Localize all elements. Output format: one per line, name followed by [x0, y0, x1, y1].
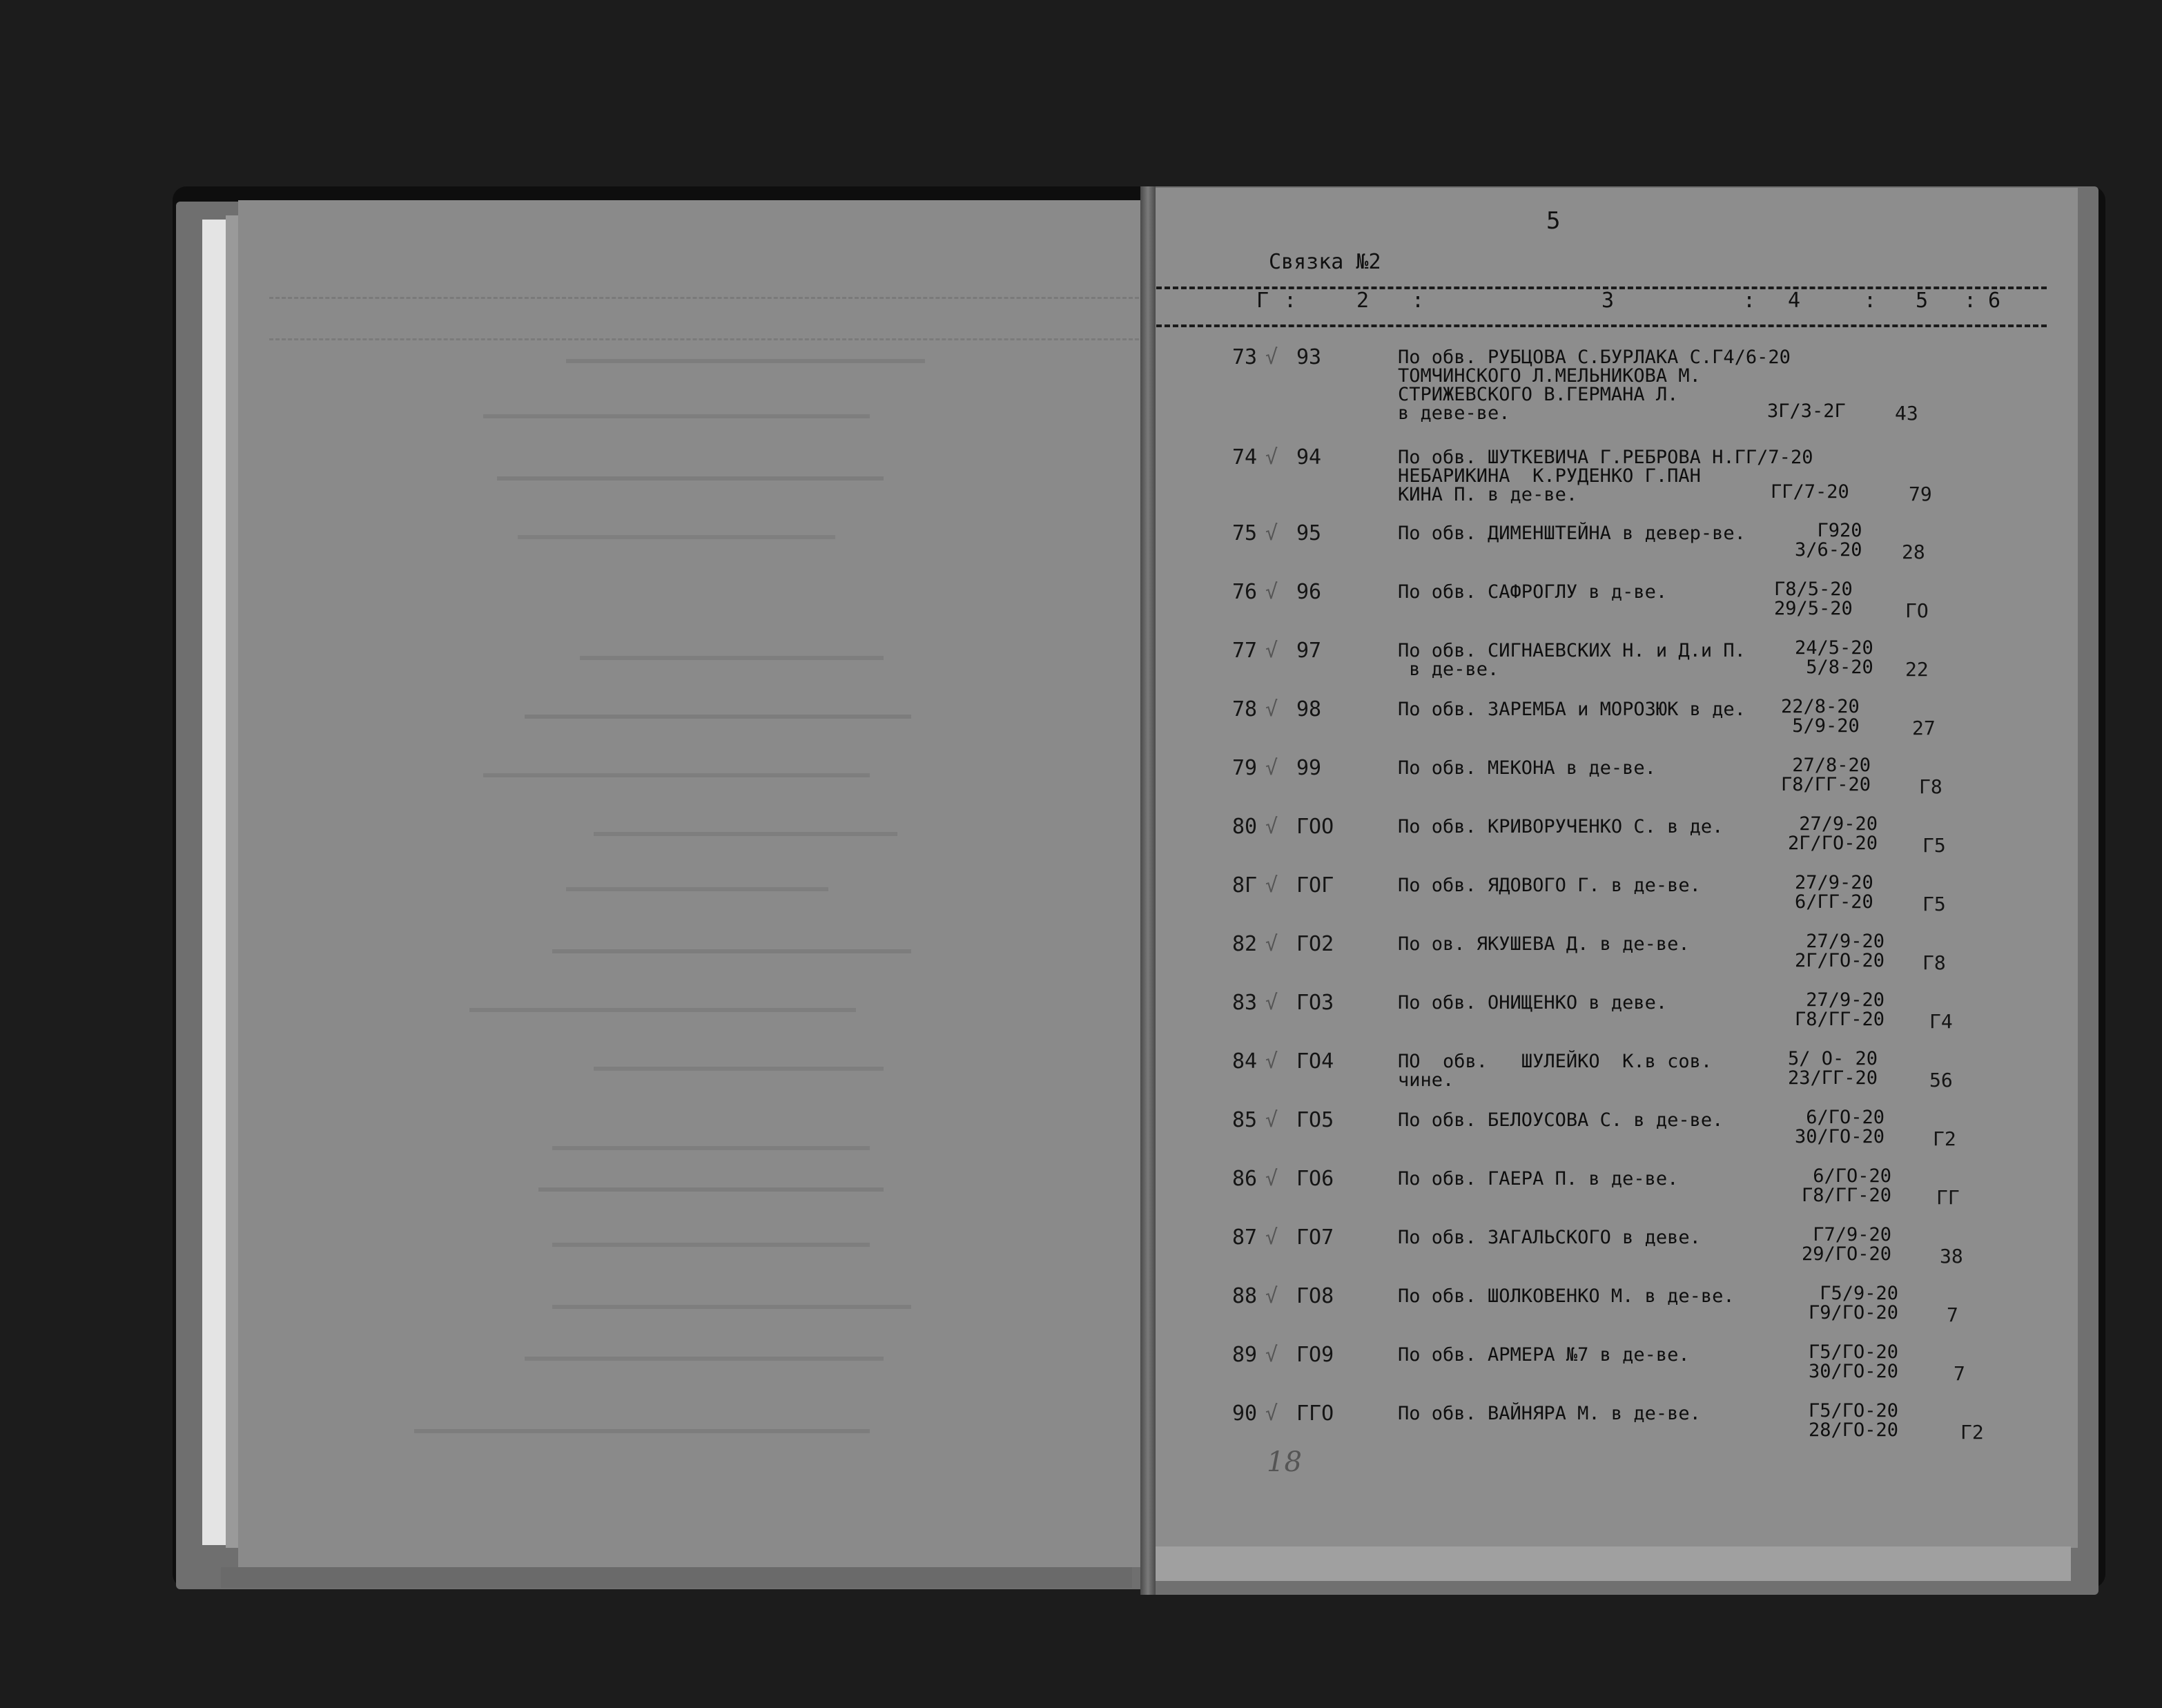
sheet-count: Г5: [1922, 834, 1946, 857]
page-title: Связка №2: [1269, 250, 1381, 274]
case-id: ГОО: [1296, 815, 1334, 839]
pencil-note: 18: [1267, 1446, 1302, 1478]
col-header-4: 4: [1788, 289, 1801, 313]
row-number: 8Г: [1232, 873, 1258, 897]
sheet-count: 43: [1895, 402, 1918, 425]
case-description: По обв. ШОЛКОВЕНКО М. в де-ве.: [1398, 1285, 1735, 1307]
check-mark: √: [1265, 1108, 1278, 1132]
case-id: ГО5: [1296, 1108, 1334, 1132]
sheet-count: Г2: [1960, 1421, 1984, 1444]
case-description: По обв. БЕЛОУСОВА С. в де-ве.: [1398, 1109, 1724, 1131]
sheet-count: Г4: [1929, 1010, 1953, 1033]
sheet-count: ГГ: [1936, 1186, 1960, 1209]
check-mark: √: [1265, 639, 1278, 663]
row-number: 79: [1232, 756, 1258, 780]
sheet-count: 22: [1905, 658, 1929, 681]
case-dates: 22/8-20 5/9-20: [1781, 696, 1860, 737]
case-id: ГО7: [1296, 1225, 1334, 1250]
sheet-count: 79: [1909, 483, 1932, 505]
case-description: По ов. ЯКУШЕВА Д. в де-ве.: [1398, 933, 1690, 955]
case-dates: Г5/ГО-20 28/ГО-20: [1809, 1400, 1899, 1441]
col-sep: :: [1743, 289, 1756, 313]
check-mark: √: [1265, 521, 1278, 545]
case-dates: 6/ГО-20 Г8/ГГ-20: [1802, 1165, 1892, 1206]
row-number: 85: [1232, 1108, 1258, 1132]
col-sep: :: [1412, 289, 1425, 313]
right-bottom-edge: [1146, 1546, 2071, 1581]
case-id: 94: [1296, 445, 1322, 469]
case-id: ГО3: [1296, 991, 1334, 1015]
row-number: 83: [1232, 991, 1258, 1015]
check-mark: √: [1265, 445, 1278, 469]
case-id: ГГО: [1296, 1401, 1334, 1426]
case-description: По обв. ОНИЩЕНКО в деве.: [1398, 992, 1668, 1013]
row-number: 86: [1232, 1167, 1258, 1191]
row-number: 80: [1232, 815, 1258, 839]
case-description: По обв. ДИМЕНШТЕЙНА в девер-ве.: [1398, 523, 1746, 544]
case-dates: 24/5-20 5/8-20: [1795, 637, 1873, 678]
sheet-count: Г5: [1922, 893, 1946, 915]
check-mark: √: [1265, 991, 1278, 1015]
row-number: 90: [1232, 1401, 1258, 1426]
row-number: 77: [1232, 639, 1258, 663]
sheet-count: 28: [1902, 541, 1925, 563]
case-id: ГО8: [1296, 1284, 1334, 1308]
check-mark: √: [1265, 697, 1278, 721]
page-edges-grey: [226, 215, 238, 1548]
col-header-2: 2: [1356, 289, 1370, 313]
case-description: По обв. ЯДОВОГО Г. в де-ве.: [1398, 875, 1701, 896]
case-id: 95: [1296, 521, 1322, 545]
col-header-3: 3: [1601, 289, 1615, 313]
sheet-count: Г8: [1922, 951, 1946, 974]
left-page: [238, 200, 1149, 1567]
case-dates: 27/9-20 2Г/ГО-20: [1788, 813, 1878, 854]
case-description: По обв. ЗАГАЛЬСКОГО в деве.: [1398, 1227, 1701, 1248]
check-mark: √: [1265, 580, 1278, 604]
case-dates: Г5/9-20 Г9/ГО-20: [1809, 1283, 1899, 1323]
case-id: 99: [1296, 756, 1322, 780]
case-description: ПО обв. ШУЛЕЙКО К.в сов. чине.: [1398, 1051, 1713, 1091]
sheet-count: Г8: [1919, 775, 1942, 798]
check-mark: √: [1265, 873, 1278, 897]
check-mark: √: [1265, 756, 1278, 780]
case-description: По обв. ШУТКЕВИЧА Г.РЕБРОВА Н.ГГ/7-20 НЕБАРИКИНА К.РУДЕНКО Г.ПАН КИНА П. в де-ве.: [1398, 447, 1813, 505]
check-mark: √: [1265, 345, 1278, 369]
case-id: ГО6: [1296, 1167, 1334, 1191]
case-description: По обв. СИГНАЕВСКИХ Н. и Д.и П. в де-ве.: [1398, 640, 1746, 680]
col-header-6: 6: [1988, 289, 2001, 313]
sheet-count: 7: [1954, 1362, 1965, 1385]
case-dates: Г920 3/6-20: [1795, 520, 1862, 561]
row-number: 78: [1232, 697, 1258, 721]
left-bottom-edge: [221, 1567, 1132, 1588]
case-id: 96: [1296, 580, 1322, 604]
case-dates: 3Г/3-2Г: [1767, 400, 1846, 422]
sheet-count: 27: [1912, 717, 1936, 739]
check-mark: √: [1265, 1049, 1278, 1074]
page-edges-white: [202, 220, 226, 1545]
sheet-count: Г2: [1933, 1127, 1956, 1150]
case-dates: 27/9-20 Г8/ГГ-20: [1795, 989, 1885, 1030]
case-id: ГО4: [1296, 1049, 1334, 1074]
case-description: По обв. САФРОГЛУ в д-ве.: [1398, 581, 1668, 603]
row-number: 73: [1232, 345, 1258, 369]
check-mark: √: [1265, 1284, 1278, 1308]
case-description: По обв. РУБЦОВА С.БУРЛАКА С.Г4/6-20 ТОМЧИНСКОГО Л.МЕЛЬНИКОВА М. СТРИЖЕВСКОГО В.ГЕРМАНА Л. в деве-ве.: [1398, 347, 1791, 424]
case-id: 93: [1296, 345, 1322, 369]
col-header-1: Г: [1256, 289, 1269, 313]
case-description: По обв. ЗАРЕМБА и МОРОЗЮК в де.: [1398, 699, 1746, 720]
row-number: 88: [1232, 1284, 1258, 1308]
case-description: По обв. АРМЕРА №7 в де-ве.: [1398, 1344, 1690, 1366]
check-mark: √: [1265, 1401, 1278, 1426]
case-id: 98: [1296, 697, 1322, 721]
case-description: По обв. ГАЕРА П. в де-ве.: [1398, 1168, 1679, 1190]
book-gutter: [1140, 186, 1156, 1595]
sheet-count: 56: [1929, 1069, 1953, 1091]
row-number: 87: [1232, 1225, 1258, 1250]
col-sep: :: [1284, 289, 1297, 313]
sheet-count: 7: [1947, 1303, 1958, 1326]
page-number: 5: [1546, 207, 1561, 235]
case-id: 97: [1296, 639, 1322, 663]
case-dates: Г8/5-20 29/5-20: [1774, 579, 1853, 619]
col-sep: :: [1864, 289, 1877, 313]
case-description: По обв. МЕКОНА в де-ве.: [1398, 757, 1656, 779]
case-dates: Г7/9-20 29/ГО-20: [1802, 1224, 1892, 1265]
case-dates: ГГ/7-20: [1771, 481, 1849, 503]
case-description: По обв. КРИВОРУЧЕНКО С. в де.: [1398, 816, 1724, 837]
case-id: ГОГ: [1296, 873, 1334, 897]
case-dates: 6/ГО-20 30/ГО-20: [1795, 1107, 1885, 1147]
case-dates: 27/9-20 6/ГГ-20: [1795, 872, 1873, 913]
row-number: 84: [1232, 1049, 1258, 1074]
sheet-count: ГО: [1905, 599, 1929, 622]
check-mark: √: [1265, 1167, 1278, 1191]
case-id: ГО2: [1296, 932, 1334, 956]
case-description: По обв. ВАЙНЯРА М. в де-ве.: [1398, 1403, 1701, 1424]
check-mark: √: [1265, 932, 1278, 956]
col-sep: :: [1964, 289, 1977, 313]
case-dates: 5/ О- 20 23/ГГ-20: [1788, 1048, 1878, 1089]
case-dates: 27/8-20 Г8/ГГ-20: [1781, 755, 1871, 795]
check-mark: √: [1265, 815, 1278, 839]
header-rule-bottom: [1156, 324, 2047, 327]
row-number: 74: [1232, 445, 1258, 469]
col-header-5: 5: [1916, 289, 1929, 313]
case-dates: Г5/ГО-20 30/ГО-20: [1809, 1341, 1899, 1382]
row-number: 76: [1232, 580, 1258, 604]
row-number: 82: [1232, 932, 1258, 956]
case-dates: 27/9-20 2Г/ГО-20: [1795, 931, 1885, 971]
check-mark: √: [1265, 1225, 1278, 1250]
case-id: ГО9: [1296, 1343, 1334, 1367]
row-number: 75: [1232, 521, 1258, 545]
check-mark: √: [1265, 1343, 1278, 1367]
sheet-count: 38: [1940, 1245, 1963, 1268]
row-number: 89: [1232, 1343, 1258, 1367]
